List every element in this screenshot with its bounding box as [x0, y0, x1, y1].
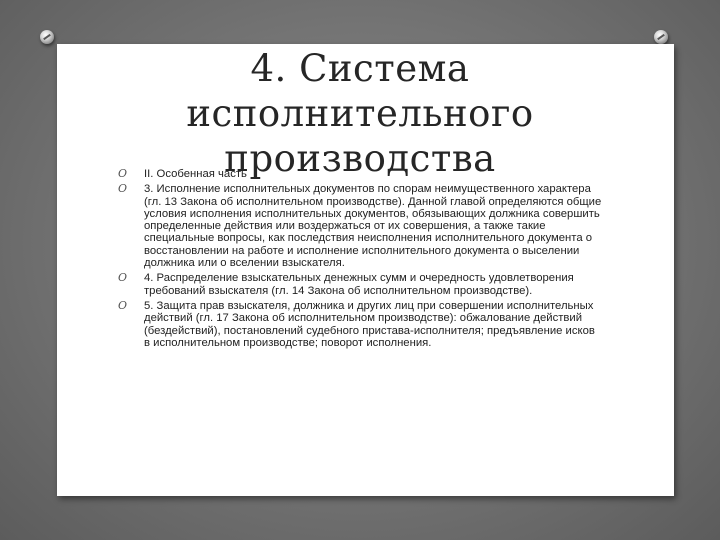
- list-item: [118, 168, 603, 180]
- list-item-text: II. Особенная часть: [144, 168, 247, 180]
- bullet-icon: O: [118, 167, 128, 180]
- list-item-text: 4. Распределение взыскательных денежных сумм и очередность удовлетворения требований взыскателя (гл. 14 Закона об исполнительном производстве).: [144, 272, 574, 297]
- list-item: [118, 183, 603, 269]
- slide-title: [180, 46, 540, 181]
- bullet-list: [118, 168, 603, 352]
- list-item: [118, 300, 603, 349]
- title-line: производства: [224, 137, 496, 180]
- pushpin-icon: [40, 30, 54, 44]
- bullet-icon: O: [118, 298, 128, 312]
- bullet-icon: O: [118, 271, 128, 285]
- list-item-text: 5. Защита прав взыскателя, должника и других лиц при совершении исполнительных действий (гл. 17 Закона об исполнительном производстве): обжалование действий (бездействий), постановлений судебного пристава-исполнителя; предъявление исков в исполнительном производстве; поворот исполнения.: [144, 299, 595, 349]
- pushpin-icon: [654, 30, 668, 44]
- list-item-text: 3. Исполнение исполнительных документов по спорам неимущественного характера (гл. 13 Закона об исполнительном производстве). Данной главой определяются общие условия исполнения исполнительных документов, обязывающих должника совершить определенные действия или воздержаться от их совершения, а также такие специальные вопросы, как последствия неисполнения исполнительного документа о восстановлении на работе и исполнение исполнительного документа о выселении должника или о вселении взыскателя.: [144, 183, 602, 270]
- list-item: [118, 272, 603, 297]
- bullet-icon: O: [118, 182, 128, 196]
- title-line: 4. Система: [250, 47, 470, 90]
- title-line: исполнительного: [186, 92, 534, 135]
